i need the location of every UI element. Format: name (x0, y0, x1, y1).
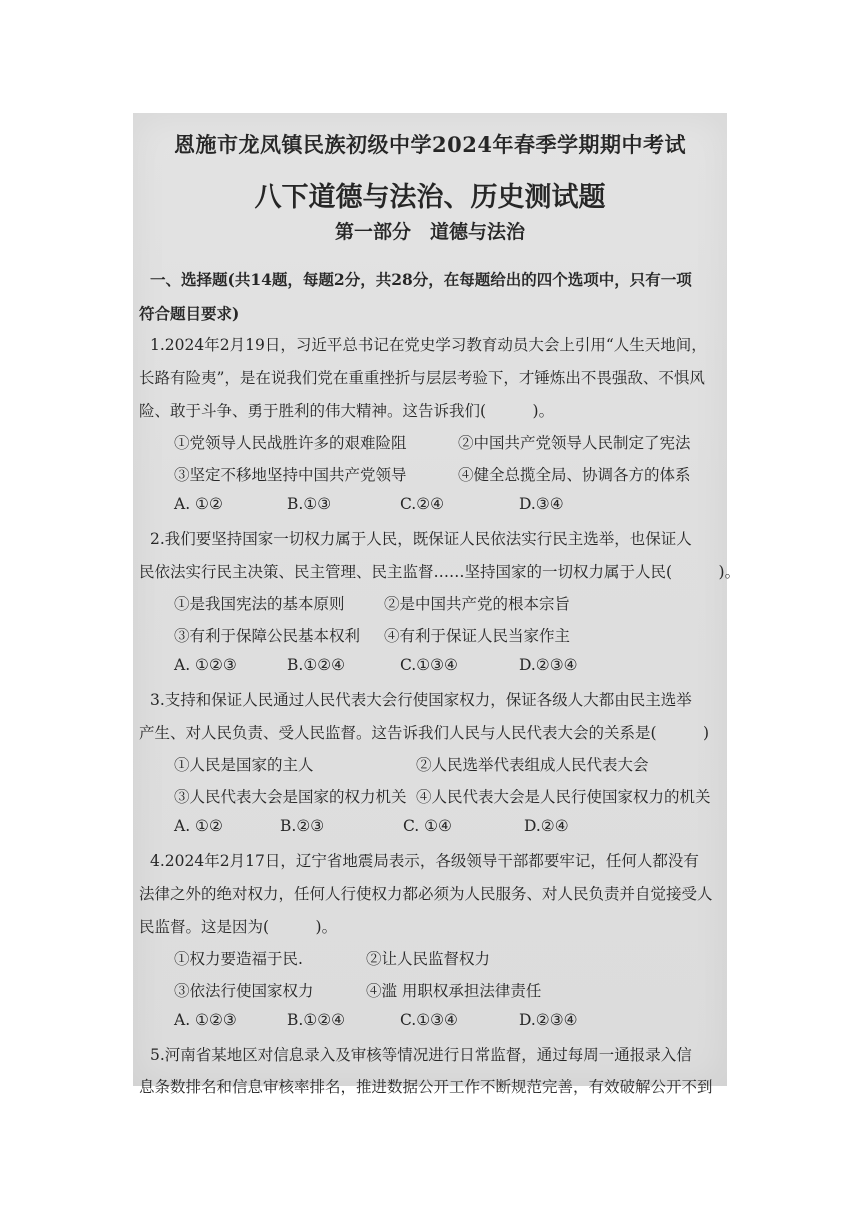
q4-choice-d: D.②③④ (519, 1011, 578, 1029)
q4-stem-line1: 4.2024年2月17日，辽宁省地震局表示，各级领导干部都要牢记，任何人都没有 (150, 852, 699, 870)
q5-stem-line1: 5.河南省某地区对信息录入及审核等情况进行日常监督，通过每周一通报录入信 (150, 1046, 692, 1064)
q3-statement-1: ①人民是国家的主人 (174, 756, 314, 774)
q4-choice-a: A. ①②③ (174, 1011, 237, 1029)
section-instruction-line1: 一、选择题(共14题，每题2分，共28分，在每题给出的四个选项中，只有一项 (150, 270, 692, 289)
section-instruction-line2: 符合题目要求) (139, 304, 240, 323)
q1-stem-line1: 1.2024年2月19日，习近平总书记在党史学习教育动员大会上引用“人生天地间， (150, 336, 707, 354)
q4-choice-c: C.①③④ (400, 1011, 458, 1029)
q1-statement-1: ①党领导人民战胜许多的艰难险阻 (174, 434, 407, 452)
q2-statement-3: ③有利于保障公民基本权利 (174, 627, 361, 645)
q3-statement-4: ④人民代表大会是人民行使国家权力的机关 (416, 788, 711, 806)
q2-statement-2: ②是中国共产党的根本宗旨 (384, 595, 571, 613)
q1-statement-3: ③坚定不移地坚持中国共产党领导 (174, 466, 407, 484)
exam-subtitle: 八下道德与法治、历史测试题 (254, 182, 606, 213)
q4-statement-2: ②让人民监督权力 (366, 950, 491, 968)
q3-choice-c: C. ①④ (403, 817, 452, 835)
q1-statement-4: ④健全总揽全局、协调各方的体系 (458, 466, 691, 484)
q1-stem-line2: 长路有险夷”，是在说我们党在重重挫折与层层考验下，才锤炼出不畏强敌、不惧风 (139, 369, 705, 387)
q4-stem-line3: 民监督。这是因为( )。 (139, 918, 338, 936)
q2-choice-b: B.①②④ (287, 656, 346, 674)
q2-choice-c: C.①③④ (400, 656, 458, 674)
q3-choice-d: D.②④ (524, 817, 569, 835)
q2-statement-4: ④有利于保证人民当家作主 (384, 627, 571, 645)
part-heading: 第一部分 道德与法治 (334, 221, 525, 243)
q2-statement-1: ①是我国宪法的基本原则 (174, 595, 345, 613)
q4-statement-3: ③依法行使国家权力 (174, 982, 314, 1000)
q1-choice-d: D.③④ (519, 495, 564, 513)
q3-statement-3: ③人民代表大会是国家的权力机关 (174, 788, 407, 806)
q4-choice-b: B.①②④ (287, 1011, 346, 1029)
q4-statement-4: ④滥 用职权承担法律责任 (366, 982, 542, 1000)
q3-stem-line1: 3.支持和保证人民通过人民代表大会行使国家权力，保证各级人大都由民主选举 (150, 691, 692, 709)
q5-stem-line2: 息条数排名和信息审核率排名，推进数据公开工作不断规范完善，有效破解公开不到 (139, 1078, 713, 1096)
q2-stem-line1: 2.我们要坚持国家一切权力属于人民，既保证人民依法实行民主选举，也保证人 (150, 530, 692, 548)
q3-stem-line2: 产生、对人民负责、受人民监督。这告诉我们人民与人民代表大会的关系是( ) (139, 724, 710, 742)
q1-statement-2: ②中国共产党领导人民制定了宪法 (458, 434, 691, 452)
q3-choice-b: B.②③ (280, 817, 325, 835)
q1-choice-a: A. ①② (174, 495, 223, 513)
exam-title: 恩施市龙凤镇民族初级中学2024年春季学期期中考试 (174, 132, 686, 157)
q1-stem-line3: 险、敢于斗争、勇于胜利的伟大精神。这告诉我们( )。 (139, 402, 555, 420)
q2-stem-line2: 民依法实行民主决策、民主管理、民主监督……坚持国家的一切权力属于人民( )。 (139, 563, 741, 581)
exam-paper (133, 113, 741, 1096)
q4-stem-line2: 法律之外的绝对权力，任何人行使权力都必须为人民服务、对人民负责并自觉接受人 (139, 885, 713, 903)
q2-choice-d: D.②③④ (519, 656, 578, 674)
q2-choice-a: A. ①②③ (174, 656, 237, 674)
q1-choice-b: B.①③ (287, 495, 332, 513)
q4-statement-1: ①权力要造福于民. (174, 950, 303, 968)
q3-choice-a: A. ①② (174, 817, 223, 835)
q1-choice-c: C.②④ (400, 495, 445, 513)
q3-statement-2: ②人民选举代表组成人民代表大会 (416, 756, 649, 774)
